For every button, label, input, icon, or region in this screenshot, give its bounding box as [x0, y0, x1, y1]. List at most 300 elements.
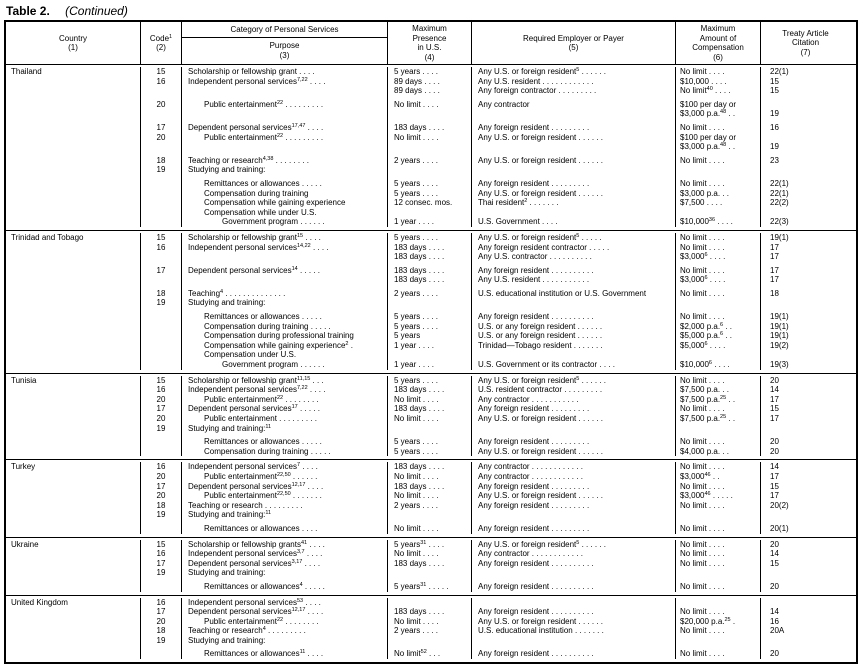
- cell-payer: Any foreign resident . . . . . . . . . .: [472, 607, 676, 617]
- cell-presence: 183 days . . . .: [388, 482, 472, 492]
- table-body: [6, 65, 856, 662]
- cell-country: [6, 341, 141, 351]
- table-row: [6, 636, 856, 646]
- cell-country: [6, 433, 141, 447]
- table-row: [6, 243, 856, 253]
- table-row: [6, 275, 856, 285]
- cell-compensation: [676, 208, 761, 218]
- cell-presence: 5 years: [388, 331, 472, 341]
- cell-purpose: Studying and training:$^{11}$: [182, 424, 388, 434]
- cell-citation: 17: [770, 414, 779, 423]
- cell-code: [141, 217, 182, 227]
- cell-country: [6, 308, 141, 322]
- cell-country: [6, 447, 141, 457]
- cell-country: [6, 645, 141, 659]
- cell-compensation: $7,500 . . . .: [676, 198, 761, 208]
- cell-citation: 20: [770, 649, 779, 659]
- cell-purpose: Dependent personal services$^{17}$ . . . . .: [182, 404, 388, 414]
- cell-compensation: $7,500 p.a. . .: [676, 385, 761, 395]
- cell-country: [6, 626, 141, 636]
- cell-presence: 89 days . . . .: [388, 86, 472, 96]
- cell-citation: 22(1): [770, 67, 789, 76]
- cell-payer: Any U.S. resident . . . . . . . . . . . .: [472, 77, 676, 87]
- cell-citation: 17: [770, 491, 779, 501]
- cell-country: [6, 360, 141, 370]
- cell-citation: 19(1): [770, 321, 789, 331]
- cell-code: 16: [141, 462, 182, 472]
- table-row: [6, 262, 856, 276]
- cell-citation: [761, 96, 850, 110]
- table-row: [6, 208, 856, 218]
- cell-compensation: No limit . . . .: [676, 308, 761, 322]
- cell-presence: No limit . . . .: [388, 414, 472, 424]
- table-row: [6, 598, 856, 608]
- cell-payer: Any U.S. or foreign resident$^5$ . . . . . .: [472, 67, 676, 77]
- cell-purpose: Public entertainment . . . . . . . . .: [182, 414, 388, 424]
- cell-payer: [472, 350, 676, 360]
- header-category: Category of Personal Services: [182, 22, 387, 38]
- cell-presence: 183 days . . . .: [388, 252, 472, 262]
- cell-purpose: Scholarship or fellowship grant . . . .: [182, 67, 388, 77]
- header-compensation: Maximum Amount of Compensation (6): [676, 22, 761, 64]
- cell-citation: 15: [770, 558, 779, 568]
- cell-purpose: Independent personal services$^7$ . . . .: [182, 462, 388, 472]
- header-purpose: Purpose (3): [269, 41, 300, 60]
- cell-presence: 5 years . . . .: [388, 447, 472, 457]
- cell-presence: 183 days . . . .: [388, 404, 472, 414]
- cell-purpose: Compensation during training . . . . .: [182, 447, 388, 457]
- cell-payer: Any foreign resident . . . . . . . . .: [472, 501, 676, 511]
- cell-compensation: $3,000$^6$ . . . .: [676, 275, 761, 285]
- cell-payer: Any foreign resident . . . . . . . . . .: [472, 308, 676, 322]
- cell-citation: 17: [770, 394, 779, 404]
- cell-payer: [472, 568, 676, 578]
- cell-presence: [388, 165, 472, 175]
- cell-presence: 5 years . . . .: [388, 376, 472, 386]
- table-row: [6, 189, 856, 199]
- cell-compensation: No limit . . . .: [676, 645, 761, 659]
- cell-country: [6, 636, 141, 646]
- cell-purpose: Studying and training:$^{11}$: [182, 510, 388, 520]
- cell-payer: U.S. or any foreign resident . . . . . .: [472, 331, 676, 341]
- cell-code: 15: [141, 67, 182, 77]
- cell-citation: 19(3): [770, 360, 789, 370]
- cell-country: [6, 322, 141, 332]
- cell-citation: 19(2): [770, 340, 789, 350]
- cell-compensation: No limit . . . .: [676, 433, 761, 447]
- cell-compensation: No limit . . . .: [676, 559, 761, 569]
- cell-country: [6, 275, 141, 285]
- table-row: [6, 482, 856, 492]
- cell-citation: 17: [770, 252, 779, 262]
- cell-purpose: Studying and training:: [182, 636, 388, 646]
- cell-code: 20: [141, 617, 182, 627]
- cell-code: 20: [141, 395, 182, 405]
- cell-compensation: No limit . . . .: [676, 607, 761, 617]
- cell-code: 15: [141, 233, 182, 243]
- cell-code: 16: [141, 385, 182, 395]
- cell-compensation: $20,000 p.a.$^{25}$ .: [676, 617, 761, 627]
- cell-citation: 15: [770, 404, 779, 414]
- cell-compensation: No limit . . . .: [676, 520, 761, 534]
- cell-payer: Any U.S. or foreign resident$^5$ . . . . .: [472, 233, 676, 243]
- cell-compensation: $100 per day or: [676, 96, 761, 110]
- cell-country: [6, 404, 141, 414]
- cell-code: 18: [141, 152, 182, 166]
- cell-code: [141, 189, 182, 199]
- cell-citation: 15: [770, 76, 779, 86]
- cell-compensation: $7,500 p.a.$^{25}$ . .: [676, 414, 761, 424]
- cell-payer: U.S. Government . . . .: [472, 217, 676, 227]
- header-presence: Maximum Presence in U.S. (4): [388, 22, 472, 64]
- cell-presence: No limit . . . .: [388, 133, 472, 143]
- cell-payer: Any foreign resident . . . . . . . . . .: [472, 578, 676, 592]
- table-row: [6, 385, 856, 395]
- cell-code: 16: [141, 549, 182, 559]
- cell-presence: 1 year . . . .: [388, 341, 472, 351]
- cell-code: [141, 252, 182, 262]
- cell-country: [6, 252, 141, 262]
- cell-payer: Thai resident$^2$ . . . . . . .: [472, 198, 676, 208]
- cell-purpose: Teaching or research$^4$ . . . . . . . . .: [182, 626, 388, 636]
- country-section: [6, 538, 856, 596]
- cell-code: 20: [141, 472, 182, 482]
- cell-purpose: Independent personal services$^{14,22}$ . . . .: [182, 243, 388, 253]
- cell-payer: Any foreign resident . . . . . . . . .: [472, 482, 676, 492]
- cell-citation: [761, 568, 850, 578]
- cell-citation: 19: [770, 142, 779, 152]
- cell-payer: Any contractor . . . . . . . . . . . .: [472, 549, 676, 559]
- cell-compensation: [676, 298, 761, 308]
- cell-code: 18: [141, 626, 182, 636]
- cell-purpose: Scholarship or fellowship grants$^{41}$ . . . .: [182, 540, 388, 550]
- cell-purpose: [182, 275, 388, 285]
- cell-code: 19: [141, 298, 182, 308]
- cell-citation: 20: [770, 446, 779, 456]
- table-row: [6, 331, 856, 341]
- cell-citation: 17: [770, 242, 779, 252]
- country-section: [6, 460, 856, 537]
- cell-country: [6, 208, 141, 218]
- cell-payer: Any foreign resident . . . . . . . . . .: [472, 262, 676, 276]
- cell-purpose: Dependent personal services$^{12,17}$ . . . .: [182, 482, 388, 492]
- cell-country: [6, 617, 141, 627]
- cell-code: 18: [141, 501, 182, 511]
- cell-compensation: No limit . . . .: [676, 119, 761, 133]
- cell-compensation: No limit . . . .: [676, 233, 761, 243]
- cell-presence: 2 years . . . .: [388, 152, 472, 166]
- cell-compensation: No limit . . . .: [676, 462, 761, 472]
- cell-country: [6, 395, 141, 405]
- table-row: [6, 217, 856, 227]
- cell-compensation: $3,000$^6$ . . . .: [676, 252, 761, 262]
- cell-presence: 2 years . . . .: [388, 501, 472, 511]
- country-section: [6, 231, 856, 374]
- cell-compensation: $100 per day or: [676, 133, 761, 143]
- table-row: [6, 520, 856, 534]
- cell-payer: U.S. Government or its contractor . . . .: [472, 360, 676, 370]
- cell-compensation: [676, 165, 761, 175]
- cell-compensation: $5,000 p.a.$^6$ . .: [676, 331, 761, 341]
- cell-presence: No limit . . . .: [388, 549, 472, 559]
- cell-presence: [388, 510, 472, 520]
- cell-payer: U.S. resident contractor . . . . . . . . .: [472, 385, 676, 395]
- table-row: [6, 447, 856, 457]
- cell-citation: 22(1): [770, 188, 789, 198]
- table-row: [6, 404, 856, 414]
- cell-code: [141, 520, 182, 534]
- cell-compensation: No limit . . . .: [676, 549, 761, 559]
- cell-country: Trinidad and Tobago: [6, 233, 141, 243]
- cell-purpose: [182, 109, 388, 119]
- cell-code: [141, 447, 182, 457]
- cell-payer: Any foreign resident . . . . . . . . .: [472, 175, 676, 189]
- cell-code: 16: [141, 243, 182, 253]
- table-row: [6, 96, 856, 110]
- cell-presence: 1 year . . . .: [388, 217, 472, 227]
- table-continued-label: (Continued): [65, 4, 128, 18]
- cell-citation: 20(2): [770, 500, 789, 510]
- table-row: [6, 462, 856, 472]
- cell-country: Ukraine: [6, 540, 141, 550]
- cell-purpose: Public entertainment$^{22}$ . . . . . . . .: [182, 395, 388, 405]
- cell-payer: Any U.S. or foreign resident$^5$ . . . . . .: [472, 540, 676, 550]
- cell-code: [141, 109, 182, 119]
- cell-compensation: $10,000$^{36}$ . . . .: [676, 217, 761, 227]
- table-row: [6, 233, 856, 243]
- cell-country: [6, 217, 141, 227]
- cell-compensation: No limit . . . .: [676, 404, 761, 414]
- cell-purpose: Remittances or allowances . . . . .: [182, 433, 388, 447]
- cell-country: [6, 298, 141, 308]
- cell-citation: 22(2): [770, 198, 789, 208]
- cell-payer: U.S. educational institution or U.S. Government: [472, 285, 676, 299]
- cell-purpose: [182, 86, 388, 96]
- cell-country: Tunisia: [6, 376, 141, 386]
- cell-compensation: No limit . . . .: [676, 376, 761, 386]
- table-row: [6, 86, 856, 96]
- country-section: [6, 374, 856, 461]
- table-row: [6, 626, 856, 636]
- cell-payer: Any U.S. or foreign resident . . . . . .: [472, 189, 676, 199]
- header-citation: Treaty Article Citation (7): [782, 28, 829, 57]
- cell-country: [6, 331, 141, 341]
- cell-citation: [761, 636, 850, 646]
- cell-code: 18: [141, 285, 182, 299]
- cell-presence: 5 years . . . .: [388, 67, 472, 77]
- cell-presence: 5 years . . . .: [388, 189, 472, 199]
- cell-presence: 183 days . . . .: [388, 559, 472, 569]
- cell-presence: 183 days . . . .: [388, 243, 472, 253]
- table-row: [6, 472, 856, 482]
- header-payer: Required Employer or Payer (5): [472, 22, 676, 64]
- cell-payer: [472, 598, 676, 608]
- cell-purpose: Government program . . . . . .: [182, 217, 388, 227]
- cell-citation: 15: [770, 481, 779, 491]
- table-row: [6, 568, 856, 578]
- cell-payer: [472, 298, 676, 308]
- cell-code: 19: [141, 636, 182, 646]
- cell-code: 17: [141, 404, 182, 414]
- cell-code: 20: [141, 96, 182, 110]
- cell-code: [141, 175, 182, 189]
- cell-presence: 183 days . . . .: [388, 462, 472, 472]
- cell-compensation: $3,000 p.a.$^{48}$ . .: [676, 142, 761, 152]
- cell-code: 20: [141, 491, 182, 501]
- cell-presence: 183 days . . . .: [388, 385, 472, 395]
- table-row: [6, 298, 856, 308]
- cell-compensation: No limit . . . .: [676, 482, 761, 492]
- cell-purpose: Public entertainment$^{22}$ . . . . . . . . .: [182, 96, 388, 110]
- cell-payer: Any foreign contractor . . . . . . . . .: [472, 86, 676, 96]
- cell-presence: [388, 142, 472, 152]
- cell-citation: 22(1): [770, 178, 789, 188]
- cell-purpose: Public entertainment$^{22}$ . . . . . . . .: [182, 617, 388, 627]
- cell-presence: [388, 568, 472, 578]
- cell-compensation: [676, 568, 761, 578]
- table-row: [6, 252, 856, 262]
- cell-presence: 183 days . . . .: [388, 262, 472, 276]
- cell-payer: Any U.S. or foreign resident . . . . . .: [472, 414, 676, 424]
- cell-presence: 2 years . . . .: [388, 626, 472, 636]
- cell-payer: Any U.S. or foreign resident . . . . . .: [472, 152, 676, 166]
- cell-country: [6, 133, 141, 143]
- table-row: [6, 510, 856, 520]
- cell-presence: 5 years . . . .: [388, 308, 472, 322]
- cell-payer: Any U.S. or foreign resident . . . . . .: [472, 617, 676, 627]
- cell-payer: Any foreign resident . . . . . . . . .: [472, 520, 676, 534]
- cell-country: [6, 559, 141, 569]
- cell-presence: No limit . . . .: [388, 520, 472, 534]
- cell-compensation: No limit$^{40}$ . . . .: [676, 86, 761, 96]
- cell-compensation: [676, 510, 761, 520]
- cell-presence: 183 days . . . .: [388, 119, 472, 133]
- cell-country: [6, 568, 141, 578]
- cell-country: Thailand: [6, 67, 141, 77]
- cell-compensation: $3,000$^{46}$ . . . . .: [676, 491, 761, 501]
- cell-citation: [761, 424, 850, 434]
- cell-presence: 2 years . . . .: [388, 285, 472, 299]
- cell-purpose: Compensation during training: [182, 189, 388, 199]
- cell-purpose: Public entertainment$^{22}$ . . . . . . . . .: [182, 133, 388, 143]
- cell-compensation: No limit . . . .: [676, 501, 761, 511]
- cell-payer: Any foreign resident contractor . . . . .: [472, 243, 676, 253]
- cell-payer: Any foreign resident . . . . . . . . . .: [472, 559, 676, 569]
- cell-presence: 5 years . . . .: [388, 322, 472, 332]
- header-country: Country (1): [6, 22, 141, 64]
- cell-payer: Any contractor . . . . . . . . . . . .: [472, 472, 676, 482]
- cell-code: 19: [141, 165, 182, 175]
- cell-payer: Any U.S. contractor . . . . . . . . . .: [472, 252, 676, 262]
- cell-citation: 23: [770, 155, 779, 165]
- table-row: [6, 645, 856, 659]
- cell-citation: 14: [770, 462, 779, 472]
- table-row: [6, 77, 856, 87]
- cell-presence: [388, 350, 472, 360]
- cell-purpose: Scholarship or fellowship grant$^{11,15}$ . . .: [182, 376, 388, 386]
- cell-compensation: [676, 350, 761, 360]
- cell-country: United Kingdom: [6, 598, 141, 608]
- table-row: [6, 341, 856, 351]
- cell-citation: 20A: [770, 626, 785, 636]
- cell-compensation: $10,000 . . . .: [676, 77, 761, 87]
- table-row: [6, 119, 856, 133]
- table-row: [6, 308, 856, 322]
- cell-country: [6, 142, 141, 152]
- cell-purpose: Remittances or allowances . . . . .: [182, 308, 388, 322]
- cell-payer: Any U.S. resident . . . . . . . . . . .: [472, 275, 676, 285]
- cell-code: 17: [141, 262, 182, 276]
- cell-presence: 89 days . . . .: [388, 77, 472, 87]
- cell-compensation: $3,000 p.a.$^{48}$ . .: [676, 109, 761, 119]
- cell-presence: [388, 298, 472, 308]
- cell-purpose: Studying and training:: [182, 568, 388, 578]
- cell-payer: Any contractor . . . . . . . . . . .: [472, 395, 676, 405]
- cell-country: [6, 262, 141, 276]
- cell-compensation: $3,000$^{46}$ . .: [676, 472, 761, 482]
- cell-presence: 5 years . . . .: [388, 233, 472, 243]
- cell-purpose: Compensation while gaining experience$^2$ .: [182, 341, 388, 351]
- cell-citation: 20: [770, 437, 779, 447]
- cell-country: [6, 350, 141, 360]
- cell-purpose: Dependent personal services$^{12,17}$ . . . .: [182, 607, 388, 617]
- table-row: [6, 578, 856, 592]
- table-row: [6, 67, 856, 77]
- cell-citation: 14: [770, 607, 779, 617]
- cell-presence: No limit . . . .: [388, 395, 472, 405]
- cell-citation: 19: [770, 109, 779, 119]
- cell-country: Turkey: [6, 462, 141, 472]
- cell-code: [141, 578, 182, 592]
- table-row: [6, 175, 856, 189]
- cell-payer: [472, 636, 676, 646]
- table-number-label: Table 2.: [6, 4, 50, 18]
- cell-citation: 19(1): [770, 312, 789, 322]
- cell-code: [141, 142, 182, 152]
- cell-code: [141, 350, 182, 360]
- cell-presence: No limit . . . .: [388, 617, 472, 627]
- cell-compensation: No limit . . . .: [676, 175, 761, 189]
- cell-compensation: No limit . . . .: [676, 578, 761, 592]
- cell-payer: [472, 424, 676, 434]
- cell-purpose: Teaching$^4$ . . . . . . . . . . . . . .: [182, 285, 388, 299]
- cell-country: [6, 520, 141, 534]
- cell-country: [6, 243, 141, 253]
- cell-code: 17: [141, 119, 182, 133]
- table-row: [6, 540, 856, 550]
- cell-purpose: Dependent personal services$^{17,47}$ . . . .: [182, 119, 388, 133]
- cell-payer: Any U.S. or foreign resident$^5$ . . . . . .: [472, 376, 676, 386]
- cell-citation: 17: [770, 275, 779, 285]
- cell-citation: 20(1): [770, 523, 789, 533]
- cell-compensation: No limit . . . .: [676, 626, 761, 636]
- cell-citation: 15: [770, 86, 779, 96]
- cell-purpose: Compensation during professional training: [182, 331, 388, 341]
- table-row: [6, 133, 856, 143]
- cell-payer: Trinidad—Tobago resident . . . . . . .: [472, 341, 676, 351]
- cell-presence: [388, 109, 472, 119]
- cell-code: [141, 275, 182, 285]
- cell-payer: Any U.S. or foreign resident . . . . . .: [472, 133, 676, 143]
- table-header: [6, 22, 856, 65]
- cell-country: [6, 109, 141, 119]
- cell-presence: 183 days . . . .: [388, 275, 472, 285]
- cell-code: 16: [141, 598, 182, 608]
- table-row: [6, 433, 856, 447]
- cell-compensation: [676, 424, 761, 434]
- cell-code: 17: [141, 559, 182, 569]
- cell-country: [6, 189, 141, 199]
